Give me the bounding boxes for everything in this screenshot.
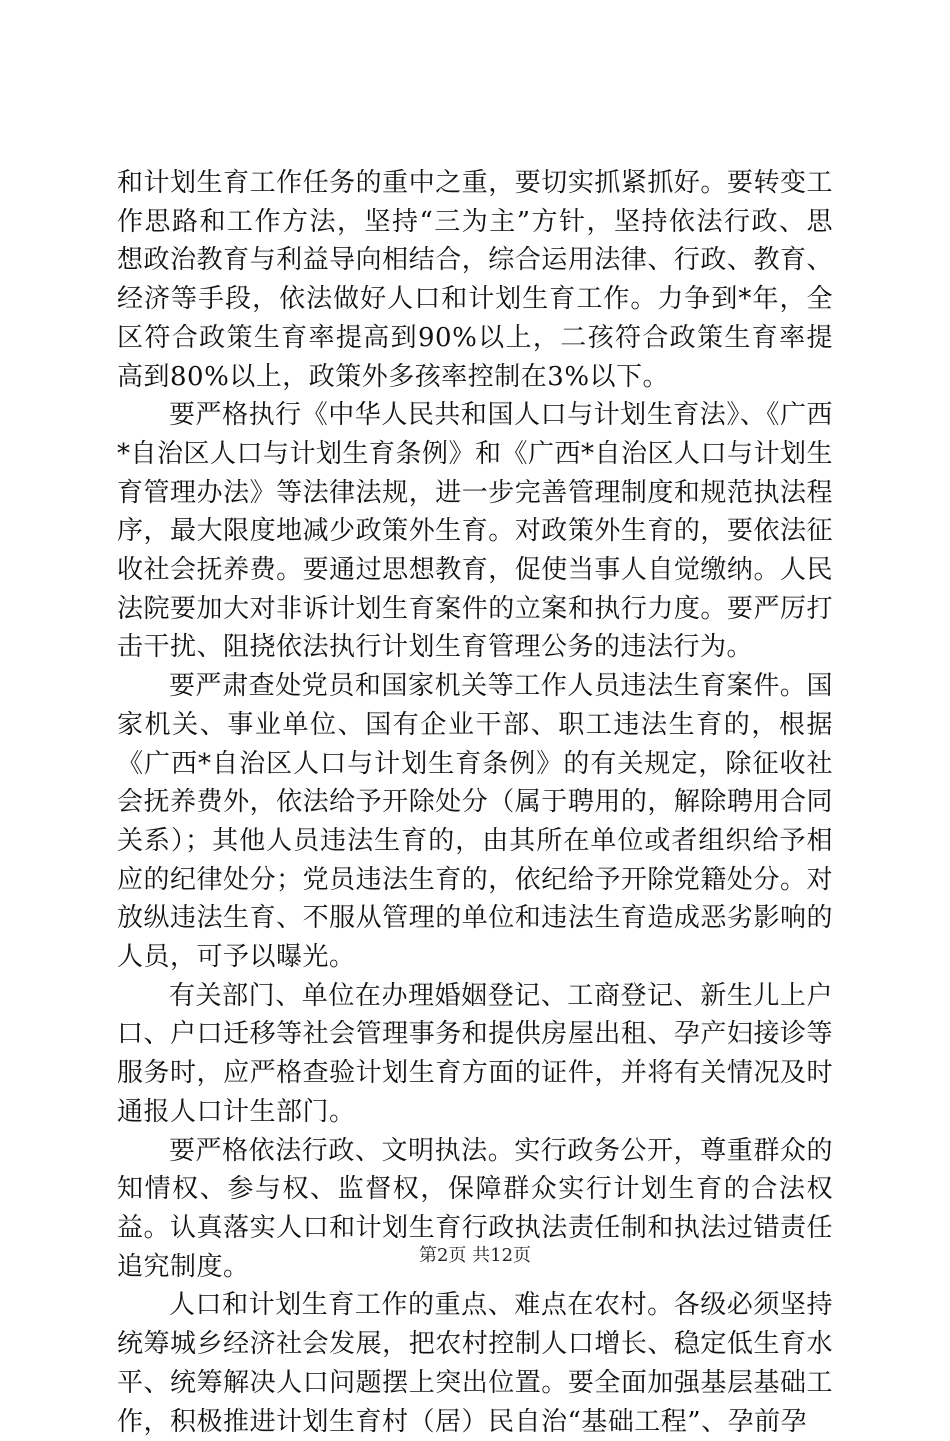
paragraph-continued: 和计划生育工作任务的重中之重，要切实抓紧抓好。要转变工作思路和工作方法，坚持“三为主”方针，坚持依法行政、思想政治教育与利益导向相结合，综合运用法律、行政、教育、经济等手段，依法做好人口和计划生育工作。力争到*年，全区符合政策生育率提高到90%以上，二孩符合政策生育率提高到80%以上，政策外多孩率控制在3%以下。: [117, 168, 833, 392]
paragraph-administration: 要严格依法行政、文明执法。实行政务公开，尊重群众的知情权、参与权、监督权，保障群众实行计划生育的合法权益。认真落实人口和计划生育行政执法责任制和执法过错责任追究制度。: [117, 1135, 833, 1282]
paragraph-departments: 有关部门、单位在办理婚姻登记、工商登记、新生儿上户口、户口迁移等社会管理事务和提供房屋出租、孕产妇接诊等服务时，应严格查验计划生育方面的证件，并将有关情况及时通报人口计生部门。: [117, 980, 833, 1127]
page-footer: 第2页 共12页: [418, 1245, 532, 1266]
paragraph-party-members: 要严肃查处党员和国家机关等工作人员违法生育案件。国家机关、事业单位、国有企业干部、职工违法生育的，根据《广西*自治区人口与计划生育条例》的有关规定，除征收社会抚养费外，依法给予开除处分（属于聘用的，解除聘用合同关系）；其他人员违法生育的，由其所在单位或者组织给予相应的纪律处分；党员违法生育的，依纪给予开除党籍处分。对放纵违法生育、不服从管理的单位和违法生育造成恶劣影响的人员，可予以曝光。: [117, 671, 833, 973]
paragraph-law-enforcement: 要严格执行《中华人民共和国人口与计划生育法》、《广西*自治区人口与计划生育条例》和《广西*自治区人口与计划生育管理办法》等法律法规，进一步完善管理制度和规范执法程序，最大限度地减少政策外生育。对政策外生育的，要依法征收社会抚养费。要通过思想教育，促使当事人自觉缴纳。人民法院要加大对非诉计划生育案件的立案和执行力度。要严厉打击干扰、阻挠依法执行计划生育管理公务的违法行为。: [117, 400, 834, 663]
paragraph-rural: 人口和计划生育工作的重点、难点在农村。各级必须坚持统筹城乡经济社会发展，把农村控制人口增长、稳定低生育水平、统筹解决人口问题摆上突出位置。要全面加强基层基础工作，积极推进计划生育村（居）民自治“基础工程”、孕前孕: [117, 1290, 833, 1437]
